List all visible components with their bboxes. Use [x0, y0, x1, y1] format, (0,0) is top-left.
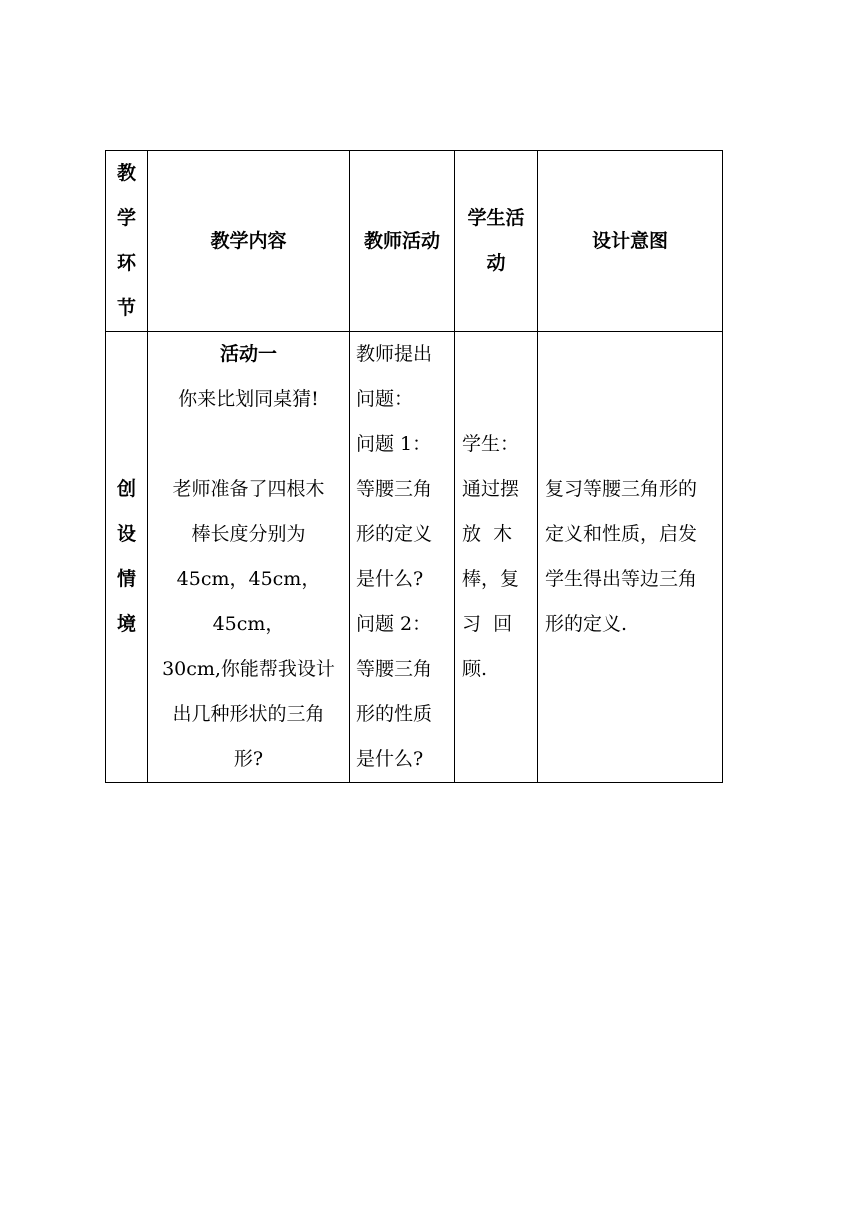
header-student-line: 学生活: [467, 207, 525, 229]
teacher-line: 形的性质: [356, 703, 433, 725]
stage-char: 创: [116, 478, 136, 500]
activity-title: 活动一: [219, 343, 277, 365]
teacher-line: 等腰三角: [356, 478, 433, 500]
student-cell: [455, 332, 538, 783]
teacher-line: 是什么?: [356, 568, 424, 590]
teacher-line: 问题 1：: [356, 433, 432, 455]
header-stage-char: 环: [116, 252, 136, 274]
header-stage-char: 教: [116, 162, 136, 184]
teacher-line: 教师提出: [356, 343, 433, 365]
teacher-line: 问题 2：: [356, 613, 432, 635]
header-stage-char: 学: [116, 207, 136, 229]
teacher-line: 形的定义: [356, 523, 433, 545]
teacher-line: 问题：: [356, 388, 414, 410]
content-blank-line: [154, 422, 343, 467]
header-student: [455, 151, 538, 332]
header-content: 教学内容: [148, 151, 350, 332]
header-row: [106, 151, 723, 332]
header-stage: [106, 151, 148, 332]
content-line: 老师准备了四根木: [172, 478, 325, 500]
content-line: 形?: [233, 748, 264, 770]
teacher-cell: [350, 332, 455, 783]
header-intent: 设计意图: [538, 151, 723, 332]
content-line: 30cm,你能帮我设计: [162, 658, 335, 680]
student-line: 通过摆: [462, 478, 520, 500]
student-line: 顾.: [462, 658, 488, 680]
teacher-line: 是什么?: [356, 748, 424, 770]
intent-cell: 复习等腰三角形的定义和性质，启发学生得出等边三角形的定义.: [538, 332, 723, 783]
header-student-line: 动: [486, 252, 506, 274]
content-line: 出几种形状的三角: [172, 703, 325, 725]
header-stage-char: 节: [116, 297, 136, 319]
stage-char: 设: [116, 523, 136, 545]
content-line: 你来比划同桌猜!: [178, 388, 319, 410]
teacher-line: 等腰三角: [356, 658, 433, 680]
header-teacher: 教师活动: [350, 151, 455, 332]
student-line: 习 回: [462, 613, 513, 635]
stage-cell: [106, 332, 148, 783]
content-line: 棒长度分别为: [191, 523, 306, 545]
content-cell: [148, 332, 350, 783]
student-line: 棒，复: [462, 568, 520, 590]
content-line: 45cm，45cm，45cm，: [176, 568, 321, 635]
table-row: [106, 332, 723, 783]
student-line: 放 木: [462, 523, 513, 545]
student-line: 学生：: [462, 433, 520, 455]
stage-char: 情: [116, 568, 136, 590]
stage-char: 境: [116, 613, 136, 635]
lesson-plan-table: [105, 150, 723, 783]
